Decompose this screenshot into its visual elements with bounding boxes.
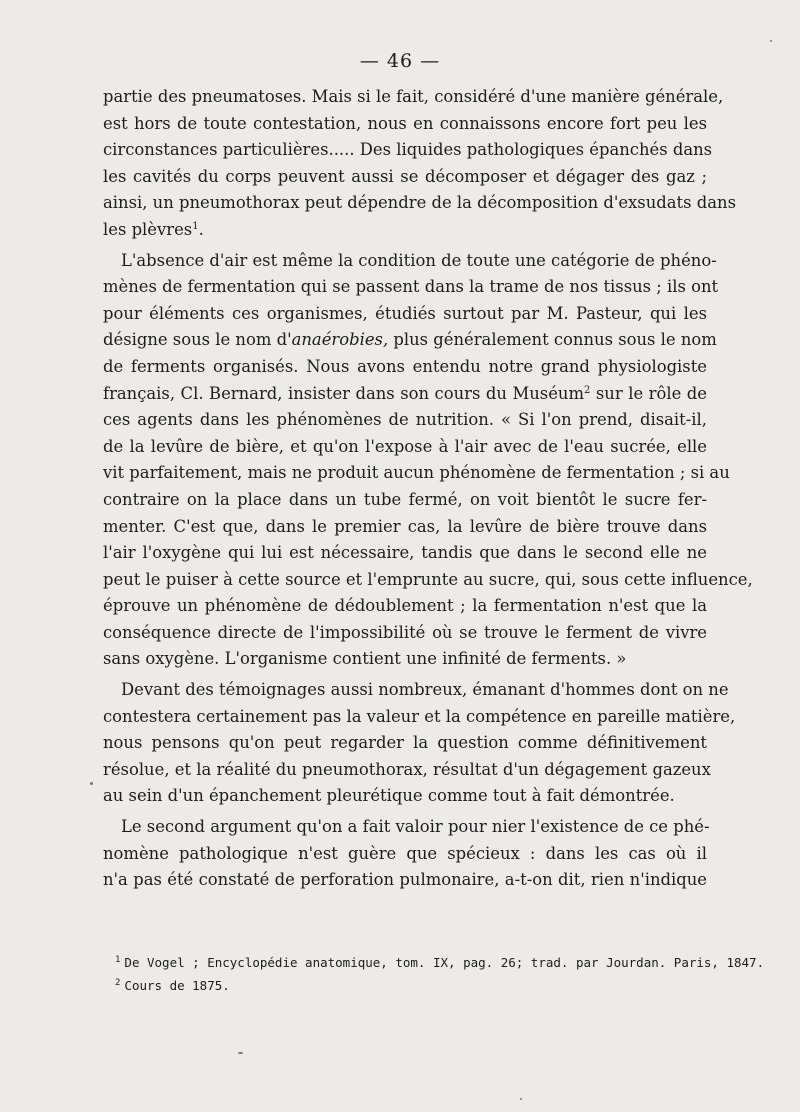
- text-line: français, Cl. Bernard, insister dans son cours du Muséum$^2$ sur le rôle de: [103, 383, 707, 403]
- text-line: Devant des témoignages aussi nombreux, émanant d'hommes dont on ne: [121, 680, 729, 700]
- text-line: ainsi, un pneumothorax peut dépendre de la décomposition d'exsudats dans: [103, 193, 736, 213]
- text-line: désigne sous le nom d'anaérobies, plus généralement connus sous le nom: [103, 330, 717, 350]
- footnote-ref: 1: [192, 220, 199, 232]
- footnotes: [115, 950, 765, 996]
- footnote: [115, 950, 765, 973]
- text-line: pour éléments ces organismes, étudiés surtout par M. Pasteur, qui les: [103, 303, 707, 323]
- text-line: éprouve un phénomène de dédoublement ; la fermentation n'est que la: [103, 596, 707, 616]
- paragraph-2: [103, 248, 753, 674]
- text-line: de ferments organisés. Nous avons entendu notre grand physiologiste: [103, 356, 707, 376]
- text-line: ces agents dans les phénomènes de nutrition. « Si l'on prend, disait-il,: [103, 410, 707, 430]
- footnote-text: Cours de 1875.: [124, 978, 230, 993]
- text-line: conséquence directe de l'impossibilité où se trouve le ferment de vivre: [103, 622, 707, 642]
- text-line: sans oxygène. L'organisme contient une infinité de ferments. »: [103, 649, 627, 669]
- footnote-ref: 2: [584, 384, 591, 396]
- footnote: [115, 973, 715, 996]
- footnote-mark: 1: [115, 955, 121, 965]
- text-line: Le second argument qu'on a fait valoir pour nier l'existence de ce phé-: [121, 817, 710, 837]
- text-line: L'absence d'air est même la condition de toute une catégorie de phéno-: [121, 250, 717, 270]
- text-line: les plèvres$^1$.: [103, 219, 204, 239]
- text-line: mènes de fermentation qui se passent dans la trame de nos tissus ; ils ont: [103, 277, 719, 297]
- paragraph-1: [103, 84, 736, 244]
- text-line: les cavités du corps peuvent aussi se décomposer et dégager des gaz ;: [103, 166, 707, 186]
- footnote-text: De Vogel ; Encyclopédie anatomique, tom. IX, pag. 26; trad. par Jourdan. Paris, 1847.: [124, 955, 765, 970]
- print-speck: [238, 1052, 243, 1054]
- text-line: contestera certainement pas la valeur et la compétence en pareille matière,: [103, 706, 736, 726]
- paragraph-4: [103, 814, 710, 894]
- text-line: peut le puiser à cette source et l'emprunte au sucre, qui, sous cette influence,: [103, 569, 753, 589]
- text-line: circonstances particulières..... Des liquides pathologiques épanchés dans: [103, 140, 713, 160]
- text-line: au sein d'un épanchement pleurétique comme tout à fait démontrée.: [103, 786, 675, 806]
- body-text: [103, 84, 753, 894]
- footnote-mark: 2: [115, 978, 121, 988]
- text-line: nous pensons qu'on peut regarder la question comme définitivement: [103, 733, 707, 753]
- text-line: est hors de toute contestation, nous en connaissons encore fort peu les: [103, 113, 707, 133]
- text-line: l'air l'oxygène qui lui est nécessaire, tandis que dans le second elle ne: [103, 543, 707, 563]
- print-speck: [770, 40, 772, 42]
- italic-term: anaérobies,: [291, 330, 389, 350]
- print-speck: [520, 1098, 522, 1100]
- text-line: vit parfaitement, mais ne produit aucun phénomène de fermentation ; si au: [103, 463, 730, 483]
- text-line: de la levûre de bière, et qu'on l'expose à l'air avec de l'eau sucrée, elle: [103, 436, 707, 456]
- text-line: résolue, et la réalité du pneumothorax, résultat d'un dégagement gazeux: [103, 759, 711, 779]
- text-line: nomène pathologique n'est guère que spécieux : dans les cas où il: [103, 843, 707, 863]
- text-line: n'a pas été constaté de perforation pulmonaire, a-t-on dit, rien n'indique: [103, 870, 707, 890]
- print-speck: [90, 782, 93, 785]
- text-line: partie des pneumatoses. Mais si le fait, considéré d'une manière générale,: [103, 87, 724, 106]
- page-number: — 46 —: [359, 50, 441, 72]
- text-line: contraire on la place dans un tube fermé, on voit bientôt le sucre fer-: [103, 489, 707, 509]
- text-line: menter. C'est que, dans le premier cas, la levûre de bière trouve dans: [103, 516, 707, 536]
- paragraph-3: [103, 677, 736, 810]
